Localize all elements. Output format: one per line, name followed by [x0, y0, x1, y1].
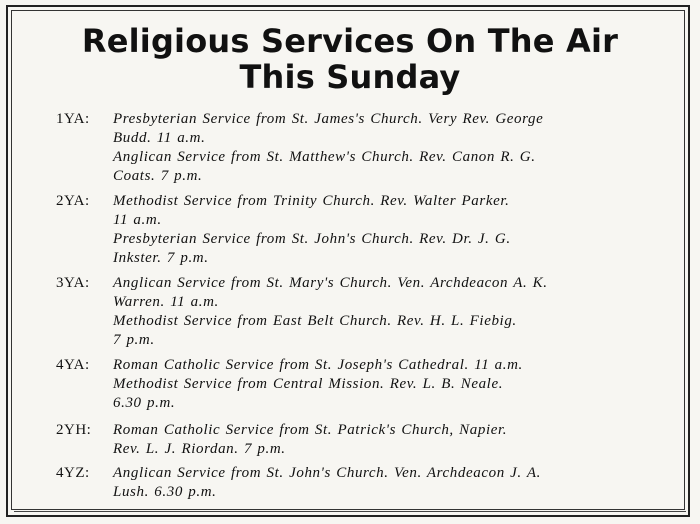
service-line: Presbyterian Service from St. John's Church. Rev. Dr. J. G. — [113, 231, 511, 247]
service-line: Anglican Service from St. Mary's Church. Ven. Archdeacon A. K. — [113, 275, 548, 291]
call-sign: 2YA: — [56, 193, 90, 209]
service-line: Warren. 11 a.m. — [113, 294, 219, 310]
service-line: Roman Catholic Service from St. Patrick's Church, Napier. — [113, 422, 508, 438]
service-line: Methodist Service from Central Mission. Rev. L. B. Neale. — [113, 376, 504, 392]
service-line: Anglican Service from St. Matthew's Church. Rev. Canon R. G. — [113, 149, 536, 165]
service-line: Budd. 11 a.m. — [113, 130, 206, 146]
title-line-1: Religious Services On The Air — [81, 22, 619, 60]
service-line: Inkster. 7 p.m. — [113, 250, 209, 266]
title-line-2: This Sunday — [239, 58, 461, 96]
bottom-rule — [14, 511, 686, 512]
service-line: Presbyterian Service from St. James's Church. Very Rev. George — [113, 111, 544, 127]
service-line: Lush. 6.30 p.m. — [113, 484, 217, 500]
service-line: 7 p.m. — [113, 332, 155, 348]
call-sign: 2YH: — [56, 422, 92, 438]
service-line: Methodist Service from Trinity Church. Rev. Walter Parker. — [113, 193, 510, 209]
service-line: Coats. 7 p.m. — [113, 168, 203, 184]
service-line: 6.30 p.m. — [113, 395, 176, 411]
service-line: Roman Catholic Service from St. Joseph's Cathedral. 11 a.m. — [113, 357, 523, 373]
call-sign: 4YA: — [56, 357, 90, 373]
call-sign: 3YA: — [56, 275, 90, 291]
service-line: Anglican Service from St. John's Church. Ven. Archdeacon J. A. — [113, 465, 541, 481]
service-line: Rev. L. J. Riordan. 7 p.m. — [113, 441, 286, 457]
call-sign: 4YZ: — [56, 465, 90, 481]
service-line: 11 a.m. — [113, 212, 162, 228]
service-line: Methodist Service from East Belt Church. Rev. H. L. Fiebig. — [113, 313, 517, 329]
call-sign: 1YA: — [56, 111, 90, 127]
